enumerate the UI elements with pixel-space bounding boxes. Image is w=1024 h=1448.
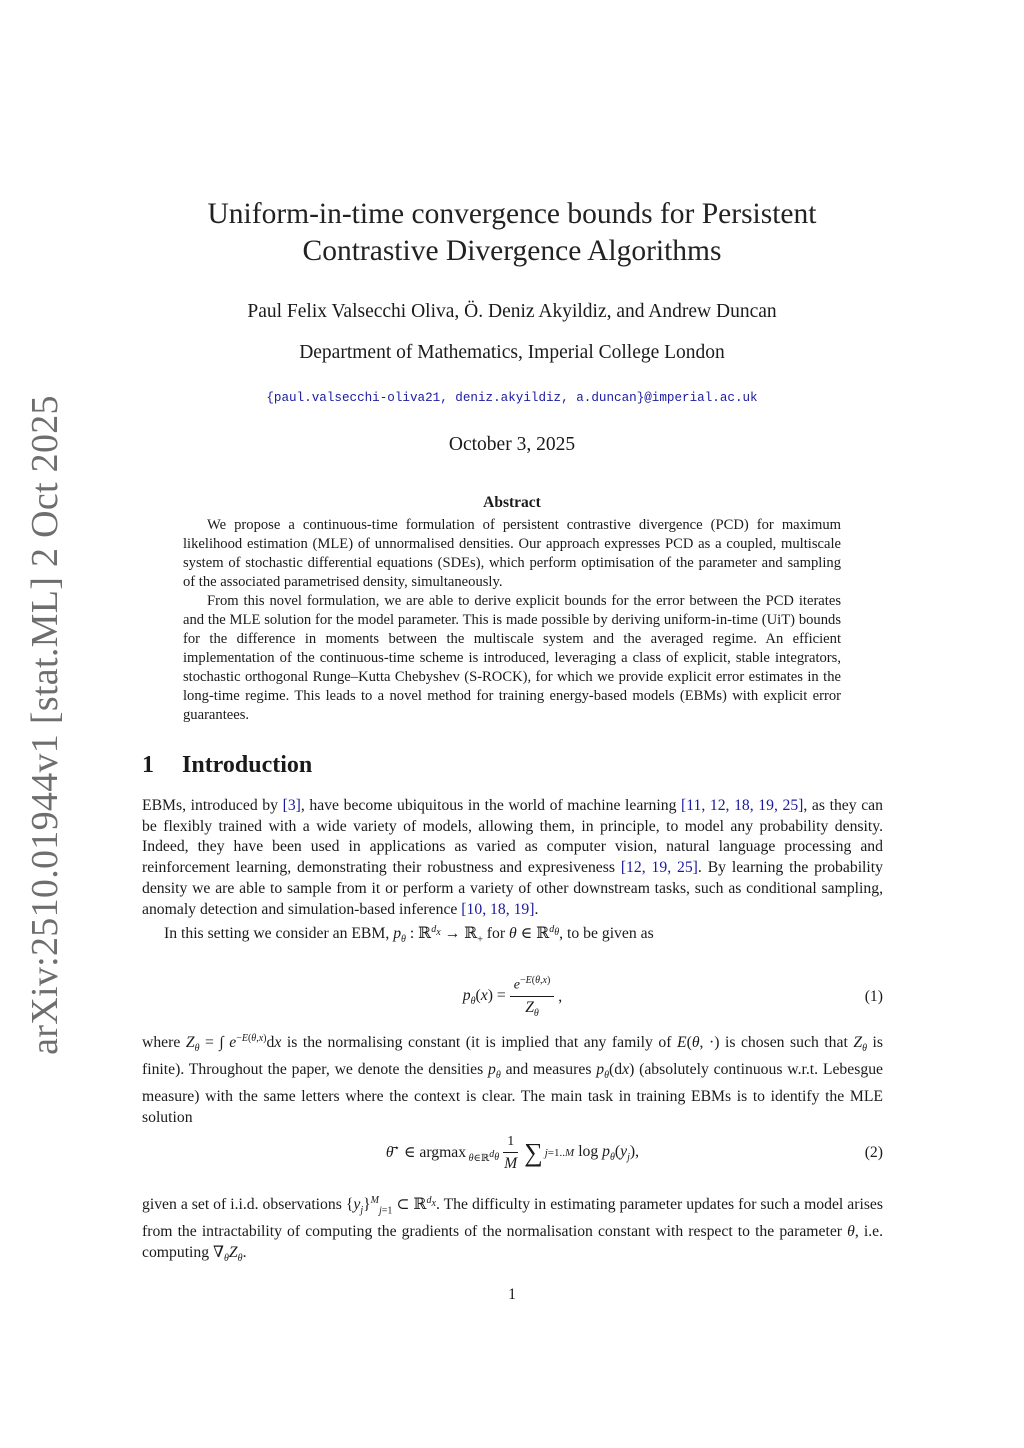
page-number: 1: [508, 1286, 516, 1303]
equation-number: (1): [864, 988, 883, 1005]
abstract-body: [183, 516, 841, 725]
equation-number: (2): [864, 1144, 883, 1161]
abstract-heading: Abstract: [483, 494, 541, 511]
title-line-2: Contrastive Divergence Algorithms: [302, 235, 722, 267]
affiliation: Department of Mathematics, Imperial College London: [299, 342, 725, 363]
citation-link[interactable]: [3]: [282, 797, 301, 814]
arxiv-sidebar-stamp: [20, 395, 70, 1055]
intro-paragraph-4: given a set of i.i.d. observations $\{y_j\}^M_{j=1}$ ⊂ ℝ$^{d_x}$. The difficulty in estimating parameter updates for such a model arises from the intractability of computing the gradients of the normalisation constant with respect to the parameter θ, i.e. computing $\nabla_\theta Z_\theta$.: [142, 1195, 883, 1264]
abstract-paragraph-1: We propose a continuous-time formulation of persistent contrastive divergence (PCD) for maximum likelihood estimation (MLE) of unnormalised densities. Our approach expresses PCD as a coupled, multiscale system of stochastic differential equations (SDEs), which perform optimisation of the parameter and sampling of the associated parametrised density, simultaneously.: [183, 517, 841, 590]
equation-1: $p_\theta(x)$ = $\frac{e^{-E(\theta,x)}}{Z_\theta}$ , (1): [462, 975, 883, 1019]
intro-paragraph-3: where $Z_\theta$ = ∫ $e^{-E(\theta,x)}dx$ is the normalising constant (it is implied that any family of E(θ, ·) is chosen such that $Z_\theta$ is finite). Throughout the paper, we denote the densities $p_\theta$ and measures $p_\theta(dx)$ (absolutely continuous w.r.t. Lebesgue measure) with the same letters where the context is clear. The main task in training EBMs is to identify the MLE solution: [142, 1033, 884, 1126]
abstract-paragraph-2: From this novel formulation, we are able to derive explicit bounds for the error between the PCD iterates and the MLE solution for the model parameter. This is made possible by deriving uniform-in-time (UiT) bounds for the difference in moments between the multiscale system and the averaged regime. An efficient implementation of the continuous-time scheme is introduced, leveraging a class of explicit, stable integrators, stochastic orthogonal Runge–Kutta Chebyshev (S-ROCK), for which we provide explicit error estimates in the long-time regime. This leads to a novel method for training energy-based models (EBMs) with explicit error guarantees.: [183, 593, 841, 723]
paper-title: [120, 196, 904, 270]
intro-paragraph-2: In this setting we consider an EBM, $p_\theta$ : ℝ$^{d_x}$ → ℝ$_+$ for θ ∈ ℝ$^{d_\theta}$, to be given as: [164, 924, 654, 946]
section-heading: [142, 752, 312, 779]
date: October 3, 2025: [448, 434, 576, 455]
citation-link[interactable]: [11, 12, 18, 19, 25]: [681, 797, 804, 814]
citation-link[interactable]: [12, 19, 25]: [620, 859, 698, 877]
equation-2: θ̄⋆ ∈ argmax $_{\theta\in ℝ^{d_\theta}}$ $\frac{1}{M}$ ∑ j=1..M $\log p_\theta(y_j)$, (2): [385, 1133, 883, 1172]
intro-paragraph-1: EBMs, introduced by [3], have become ubiquitous in the world of machine learning [11, 12, 18, 19, 25], as they can be flexibly trained with a wide variety of models, allowing them, in principle, to model any probability density. Indeed, they have been used in applications as varied as computer vision, natural language processing and reinforcement learning, demonstrating their robustness and expresiveness [12, 19, 25]. By learning the probability density we are able to sample from it or perform a variety of other downstream tasks, such as conditional sampling, anomaly detection and simulation-based inference [10, 18, 19]. In this setting we consider an EBM, $p_\theta$ : ℝ$^{d_x}$ → ℝ$_+$ for θ ∈ ℝ$^{d_\theta}$, to be given as: [142, 796, 883, 951]
section-title: Introduction: [182, 752, 313, 778]
arxiv-id: arXiv:2510.01944v1 [stat.ML] 2 Oct 2025: [24, 395, 66, 1055]
section-number: 1: [142, 752, 154, 778]
citation-link[interactable]: [10, 18, 19]: [461, 900, 535, 918]
email-link[interactable]: {paul.valsecchi-oliva21, deniz.akyildiz, a.duncan}@imperial.ac.uk: [266, 391, 758, 405]
title-line-1: Uniform-in-time convergence bounds for Persistent: [207, 198, 817, 230]
authors: Paul Felix Valsecchi Oliva, Ö. Deniz Akyildiz, and Andrew Duncan: [247, 301, 777, 322]
